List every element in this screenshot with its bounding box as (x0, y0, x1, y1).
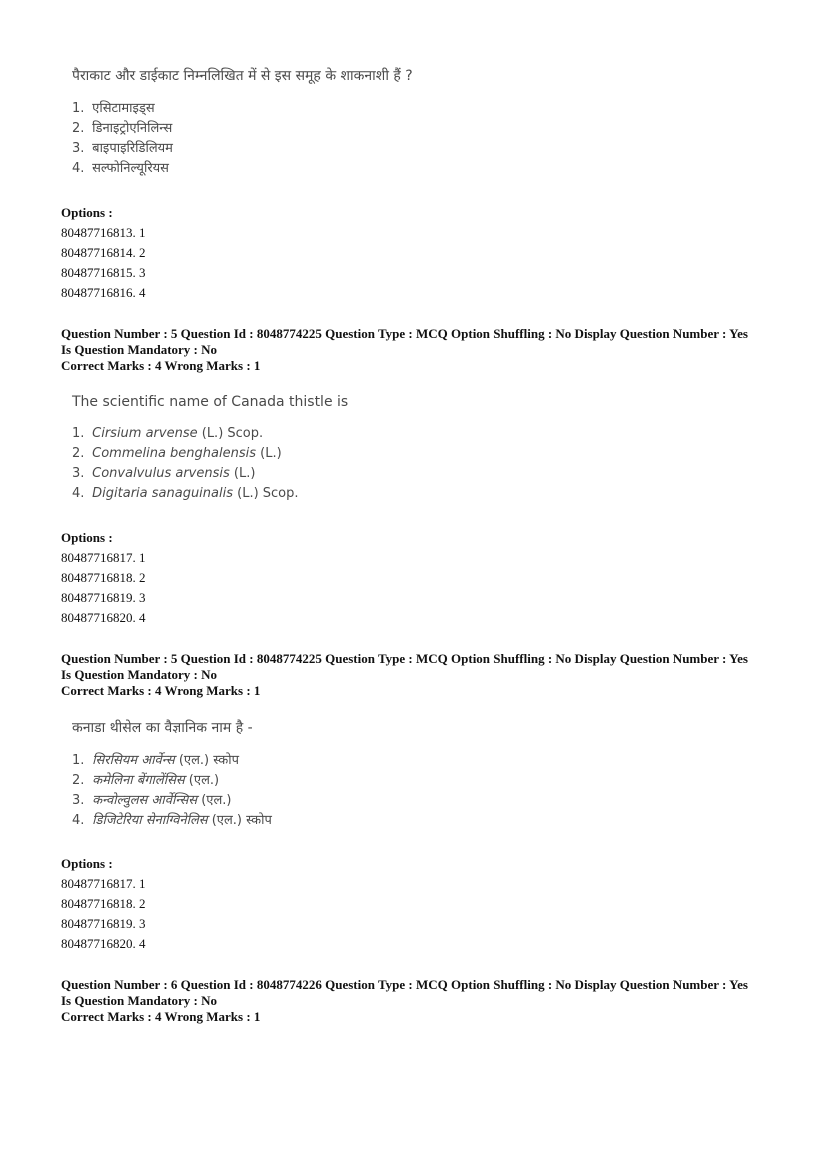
question-image-canada-thistle-hindi (72, 718, 272, 831)
option-line: 80487716817. 1 (61, 550, 146, 565)
choice-item: 1. एसिटामाइड्स (72, 101, 155, 116)
question-stem: The scientific name of Canada thistle is (72, 394, 349, 410)
choice-item: 4. Digitaria sanaguinalis (L.) Scop. (72, 486, 299, 501)
option-line: 80487716813. 1 (61, 225, 146, 240)
options-label: Options : (61, 205, 113, 220)
question-meta-line: Is Question Mandatory : No (61, 342, 218, 357)
question-meta-line: Question Number : 5 Question Id : 8048774225 Question Type : MCQ Option Shuffling : No Display Question Number : Yes (61, 326, 748, 341)
question-meta-line: Is Question Mandatory : No (61, 993, 218, 1008)
question-image-canada-thistle (72, 394, 348, 504)
choice-item: 2. Commelina benghalensis (L.) (72, 446, 282, 461)
option-line: 80487716814. 2 (61, 245, 146, 260)
choice-item: 1. सिरसियम आर्वेन्स (एल.) स्कोप (72, 753, 240, 768)
question-meta-line: Correct Marks : 4 Wrong Marks : 1 (61, 683, 261, 698)
question-choices (72, 99, 413, 179)
question-stem: कनाडा थीसेल का वैज्ञानिक नाम है - (72, 720, 253, 736)
option-line: 80487716816. 4 (61, 285, 146, 300)
choice-item: 3. Convalvulus arvensis (L.) (72, 466, 256, 481)
question-meta-line: Correct Marks : 4 Wrong Marks : 1 (61, 358, 261, 373)
choice-item: 4. डिजिटेरिया सेनाग्विनेलिस (एल.) स्कोप (72, 813, 272, 828)
choice-item: 4. सल्फोनिल्यूरियस (72, 161, 169, 176)
options-section (61, 528, 781, 628)
question-meta (61, 651, 781, 699)
choice-item: 3. कन्वोल्वुलस आर्वेन्सिस (एल.) (72, 793, 232, 808)
question-meta-line: Question Number : 6 Question Id : 8048774226 Question Type : MCQ Option Shuffling : No Display Question Number : Yes (61, 977, 748, 992)
choice-item: 3. बाइपाइरिडिलियम (72, 141, 173, 156)
options-label: Options : (61, 856, 113, 871)
option-line: 80487716817. 1 (61, 876, 146, 891)
question-meta-line: Correct Marks : 4 Wrong Marks : 1 (61, 1009, 261, 1024)
question-meta-line: Is Question Mandatory : No (61, 667, 218, 682)
option-line: 80487716820. 4 (61, 936, 146, 951)
options-section (61, 203, 781, 303)
question-stem: पैराकाट और डाईकाट निम्नलिखित में से इस समूह के शाकनाशी हैं ? (72, 68, 413, 84)
options-label: Options : (61, 530, 113, 545)
question-meta (61, 326, 781, 374)
option-line: 80487716818. 2 (61, 570, 146, 585)
options-section (61, 854, 781, 954)
option-line: 80487716819. 3 (61, 590, 146, 605)
option-line: 80487716819. 3 (61, 916, 146, 931)
question-meta (61, 977, 781, 1025)
choice-item: 2. कमेलिना बेंगालेंसिस (एल.) (72, 773, 220, 788)
choice-item: 2. डिनाइट्रोएनिलिन्स (72, 121, 173, 136)
question-choices (72, 751, 272, 831)
option-line: 80487716815. 3 (61, 265, 146, 280)
option-line: 80487716820. 4 (61, 610, 146, 625)
question-choices (72, 424, 348, 504)
choice-item: 1. Cirsium arvense (L.) Scop. (72, 426, 264, 441)
option-line: 80487716818. 2 (61, 896, 146, 911)
question-image-herbicides (72, 66, 413, 179)
question-meta-line: Question Number : 5 Question Id : 8048774225 Question Type : MCQ Option Shuffling : No Display Question Number : Yes (61, 651, 748, 666)
